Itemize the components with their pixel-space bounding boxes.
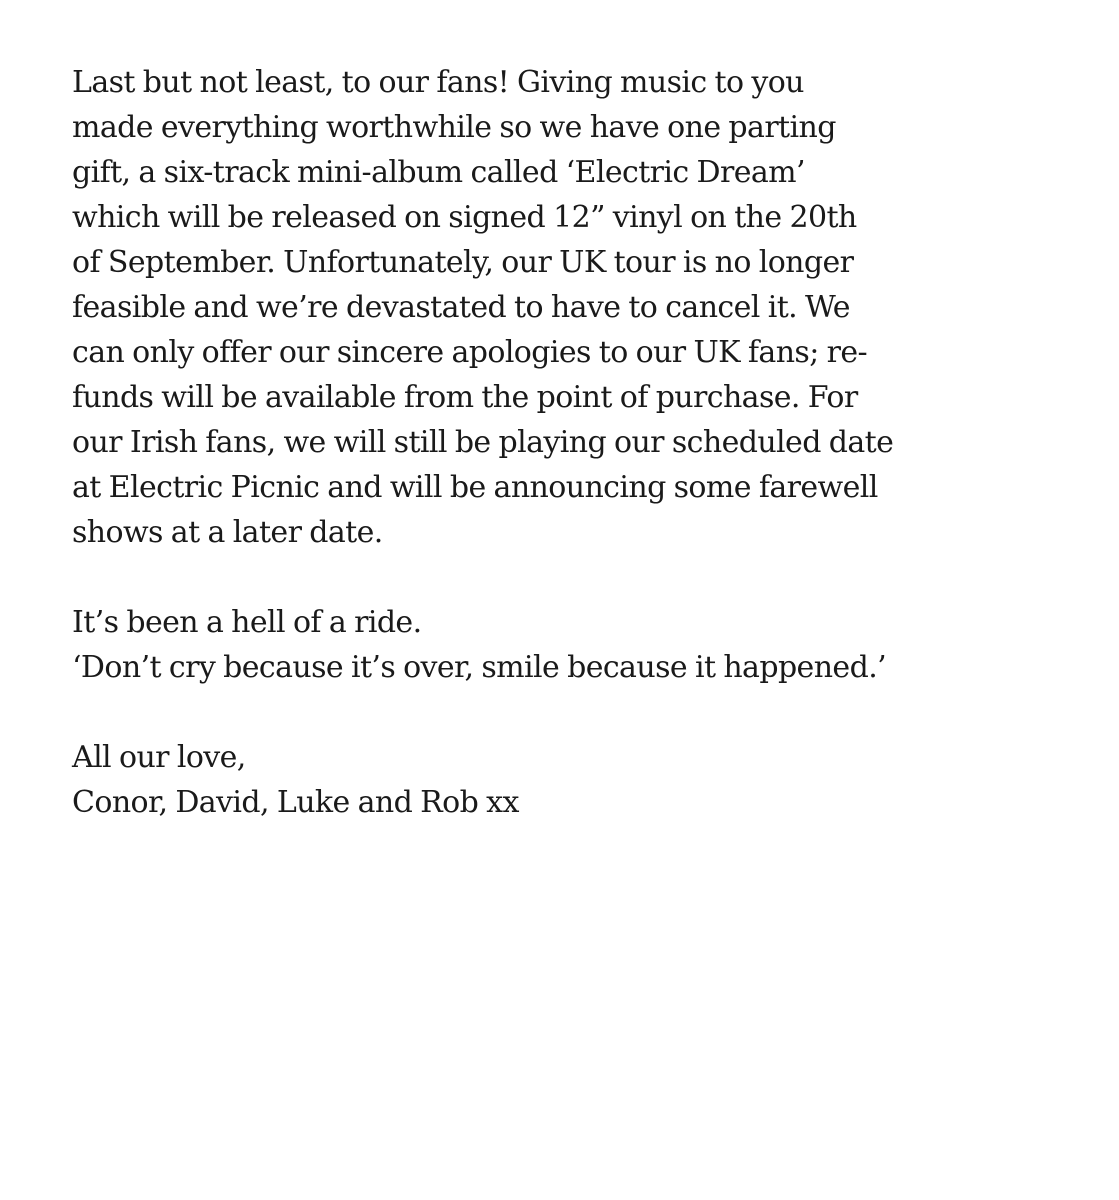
- text-line: at Electric Picnic and will be announcing some farewell: [72, 470, 878, 505]
- text-line: made everything worthwhile so we have one parting: [72, 110, 836, 145]
- text-line: can only offer our sincere apologies to our UK fans; re-: [72, 335, 868, 370]
- paragraph-spacer: [72, 690, 1082, 735]
- paragraph-quote: [72, 600, 1082, 690]
- text-line: Last but not least, to our fans! Giving music to you: [72, 65, 804, 100]
- paragraph-spacer: [72, 555, 1082, 600]
- text-line: our Irish fans, we will still be playing our scheduled date: [72, 425, 894, 460]
- letter-body: [72, 60, 1082, 825]
- quote-line: ‘Don’t cry because it’s over, smile because it happened.’: [72, 650, 887, 685]
- text-line: funds will be available from the point of purchase. For: [72, 380, 858, 415]
- text-line: gift, a six-track mini-album called ‘Electric Dream’: [72, 155, 805, 190]
- text-line: feasible and we’re devastated to have to cancel it. We: [72, 290, 850, 325]
- text-line: shows at a later date.: [72, 515, 383, 550]
- closing-salutation: All our love,: [72, 740, 246, 775]
- signatories: Conor, David, Luke and Rob xx: [72, 785, 519, 820]
- text-line: of September. Unfortunately, our UK tour is no longer: [72, 245, 854, 280]
- text-line: which will be released on signed 12” vinyl on the 20th: [72, 200, 857, 235]
- paragraph-announcement: [72, 60, 1082, 555]
- closing-signature: [72, 735, 1082, 825]
- text-line: It’s been a hell of a ride.: [72, 605, 422, 640]
